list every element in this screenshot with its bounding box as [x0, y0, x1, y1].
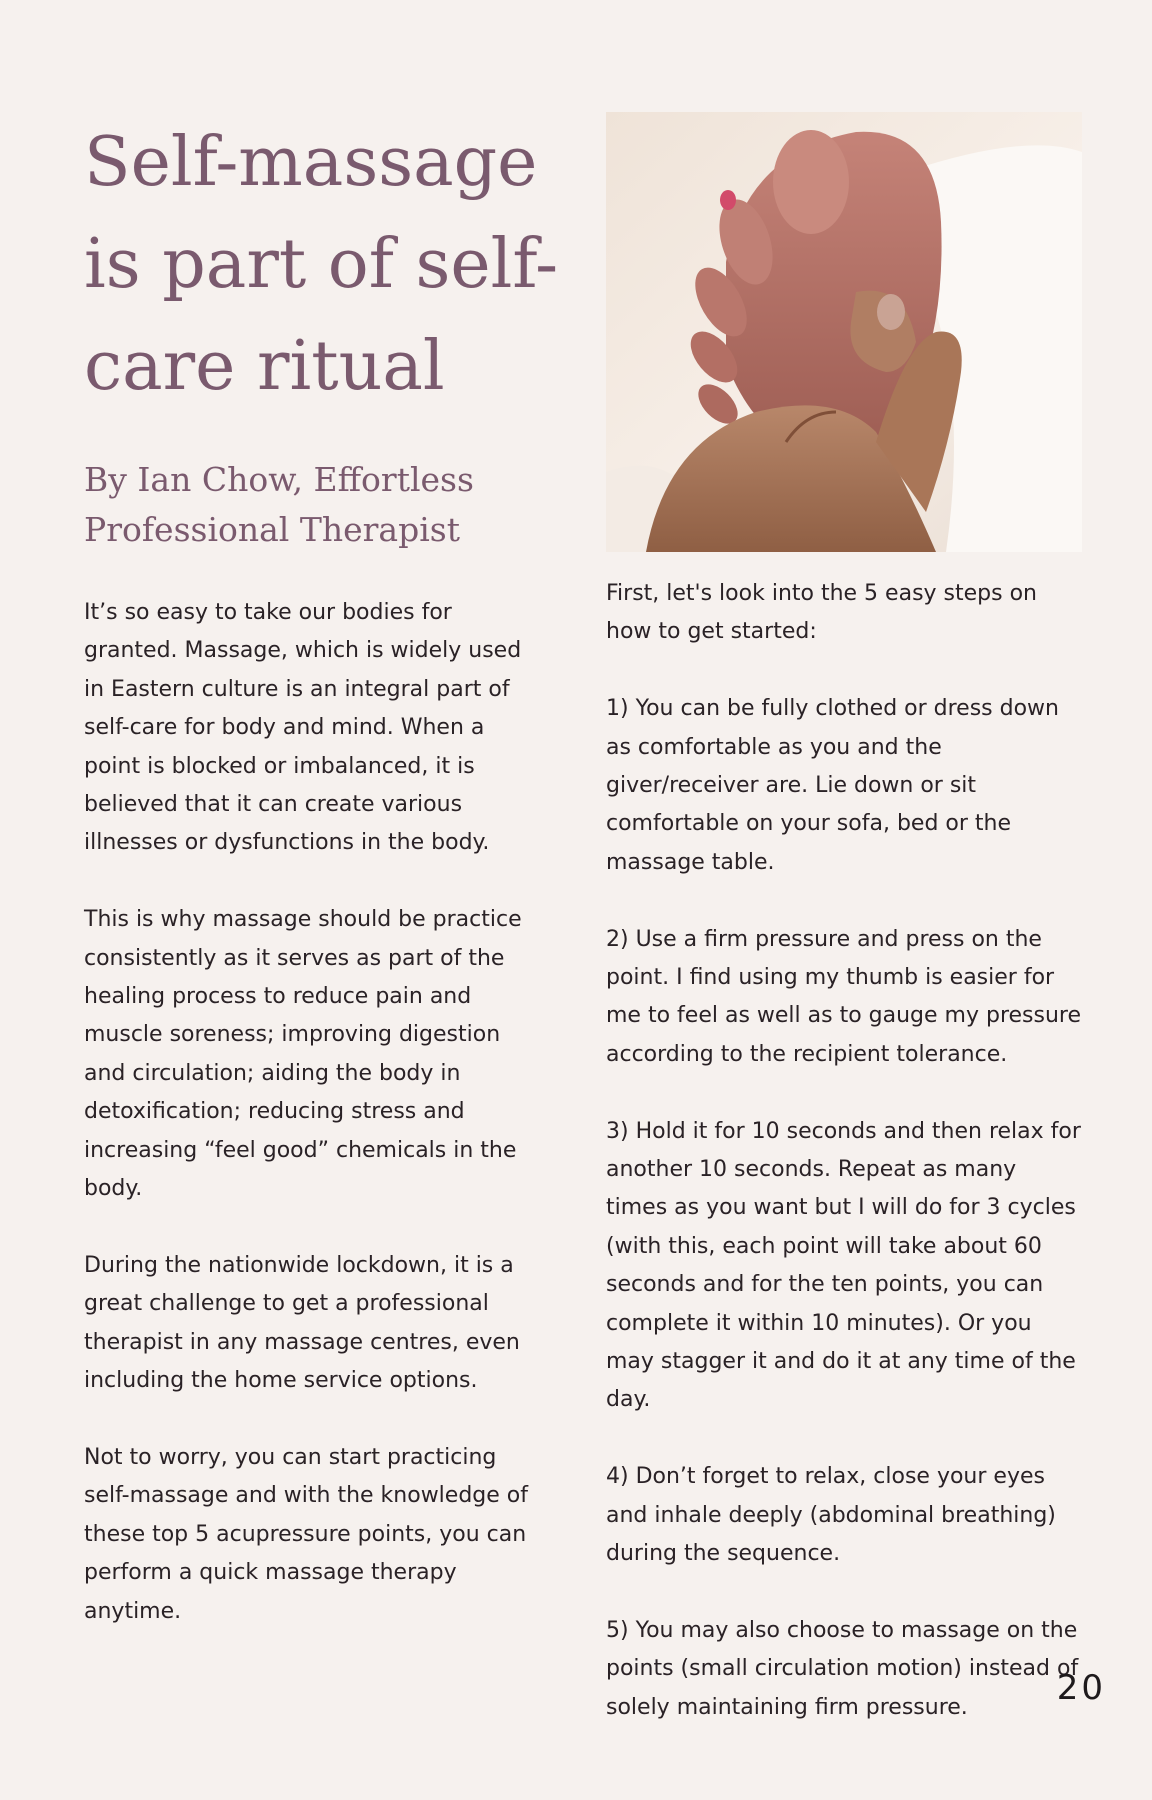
- body-paragraph: First, let's look into the 5 easy steps on how to get started:: [606, 581, 1037, 645]
- body-paragraph: Not to worry, you can start practicing self-massage and with the knowledge of these top 5 acupressure points, you can perform a quick massage therapy anytime.: [84, 1444, 528, 1624]
- article-byline: By Ian Chow, Effortless Professional Therapist: [84, 460, 474, 549]
- article-title: Self-massage is part of self-care ritual: [84, 123, 559, 406]
- step-paragraph: 2) Use a firm pressure and press on the point. I find using my thumb is easier for me to feel as well as to gauge my pressure according to the recipient tolerance.: [606, 926, 1082, 1067]
- step-paragraph: 5) You may also choose to massage on the points (small circulation motion) instead of solely maintaining firm pressure.: [606, 1617, 1079, 1720]
- step-paragraph: 3) Hold it for 10 seconds and then relax for another 10 seconds. Repeat as many times as you want but I will do for 3 cycles (with this, each point will take about 60 seconds and for the ten points, you can complete it within 10 minutes). Or you may stagger it and do it at any time of the day.: [606, 1118, 1081, 1413]
- step-paragraph: 1) You can be fully clothed or dress down as comfortable as you and the giver/receiver are. Lie down or sit comfortable on your sofa, bed or the massage table.: [606, 696, 1059, 875]
- step-paragraph: 4) Don’t forget to relax, close your eyes and inhale deeply (abdominal breathing) during the sequence.: [606, 1464, 1056, 1567]
- body-paragraph: During the nationwide lockdown, it is a great challenge to get a professional therapist in any massage centres, even including the home service options.: [84, 1252, 520, 1394]
- right-column: [606, 575, 1084, 1766]
- foot-massage-illustration: [606, 112, 1082, 552]
- page-number: 20: [1056, 1668, 1106, 1708]
- body-paragraph: This is why massage should be practice consistently as it serves as part of the healing process to reduce pain and muscle soreness; improving digestion and circulation; aiding the body in detoxification; reducing stress and increasing “feel good” chemicals in the body.: [84, 907, 522, 1202]
- foot-massage-photo: [606, 112, 1082, 552]
- body-paragraph: It’s so easy to take our bodies for granted. Massage, which is widely used in Eastern culture is an integral part of self-care for body and mind. When a point is blocked or imbalanced, it is believed that it can create various illnesses or dysfunctions in the body.: [84, 600, 522, 856]
- left-column: [84, 594, 544, 1669]
